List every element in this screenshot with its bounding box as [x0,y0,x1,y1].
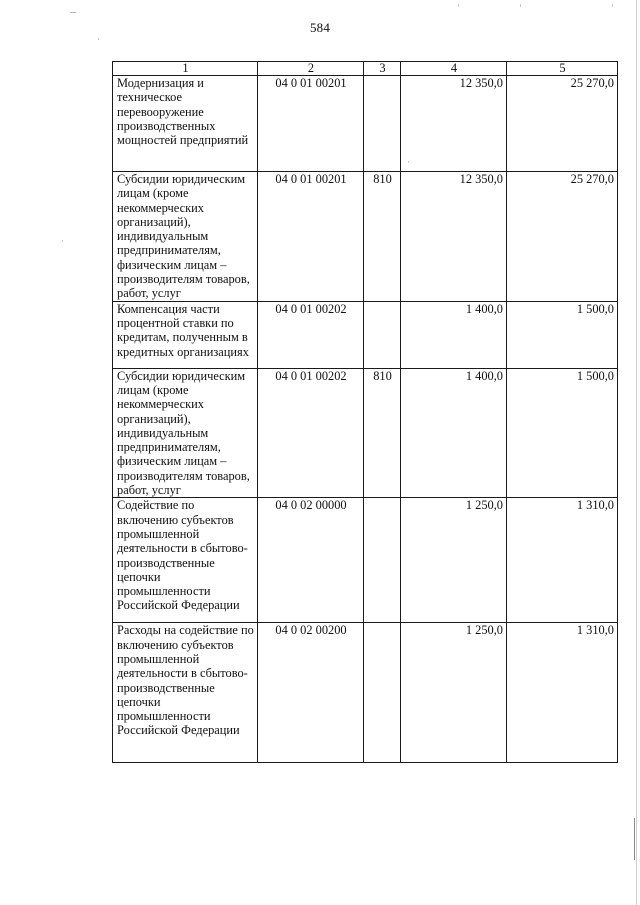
row-code-cell: 04 0 01 00202 [258,368,364,498]
row-value-5-cell: 1 500,0 [507,301,618,368]
scan-dot [612,4,613,7]
column-header-2: 2 [258,62,364,76]
row-value-5-cell: 1 500,0 [507,368,618,498]
row-value-4-cell: 1 250,0 [401,623,507,763]
row-type-cell [364,498,401,623]
row-type-cell [364,76,401,172]
page-number: 584 [309,20,331,35]
row-name-cell: Субсидии юридическим лицам (кроме некоммерческих организаций), индивидуальным предпринимателям, физическим лицам – производителям товаров, работ, услуг [113,172,258,302]
row-type-cell [364,623,401,763]
row-name-cell: Расходы на содействие по включению субъектов промышленной деятельности в сбытово-производственные цепочки промышленности Российской Федерации [113,623,258,763]
row-value-5-cell: 25 270,0 [507,172,618,302]
scan-dot [458,4,459,7]
row-value-5-cell: 1 310,0 [507,498,618,623]
table-header-row [113,62,618,76]
scan-dot [70,12,76,13]
column-header-4: 4 [401,62,507,76]
row-value-4-cell: 12 350,0 [401,76,507,172]
row-type-cell [364,301,401,368]
scan-dot [520,4,521,7]
scan-dot [98,38,99,40]
scan-edge-mark [634,818,635,860]
scan-dot [408,161,409,163]
row-value-4-cell: 1 250,0 [401,498,507,623]
row-value-5-cell: 1 310,0 [507,623,618,763]
scan-dot [62,240,63,242]
row-code-cell: 04 0 01 00201 [258,172,364,302]
table-row [113,623,618,763]
table-row [113,301,618,368]
row-code-cell: 04 0 02 00200 [258,623,364,763]
row-name-cell: Модернизация и техническое перевооружение производственных мощностей предприятий [113,76,258,172]
row-type-cell: 810 [364,172,401,302]
row-name-cell: Компенсация части процентной ставки по кредитам, полученным в кредитных организациях [113,301,258,368]
row-value-4-cell: 1 400,0 [401,368,507,498]
row-code-cell: 04 0 01 00202 [258,301,364,368]
row-value-5-cell: 25 270,0 [507,76,618,172]
scan-edge-line [636,0,637,905]
row-code-cell: 04 0 01 00201 [258,76,364,172]
row-value-4-cell: 1 400,0 [401,301,507,368]
column-header-5: 5 [507,62,618,76]
row-name-cell: Содействие по включению субъектов промышленной деятельности в сбытово-производственные цепочки промышленности Российской Федерации [113,498,258,623]
table-row [113,76,618,172]
column-header-3: 3 [364,62,401,76]
column-header-1: 1 [113,62,258,76]
table-row [113,368,618,498]
row-value-4-cell: 12 350,0 [401,172,507,302]
budget-table [112,61,618,763]
table-row [113,172,618,302]
row-code-cell: 04 0 02 00000 [258,498,364,623]
row-name-cell: Субсидии юридическим лицам (кроме некоммерческих организаций), индивидуальным предпринимателям, физическим лицам – производителям товаров, работ, услуг [113,368,258,498]
row-type-cell: 810 [364,368,401,498]
table-row [113,498,618,623]
